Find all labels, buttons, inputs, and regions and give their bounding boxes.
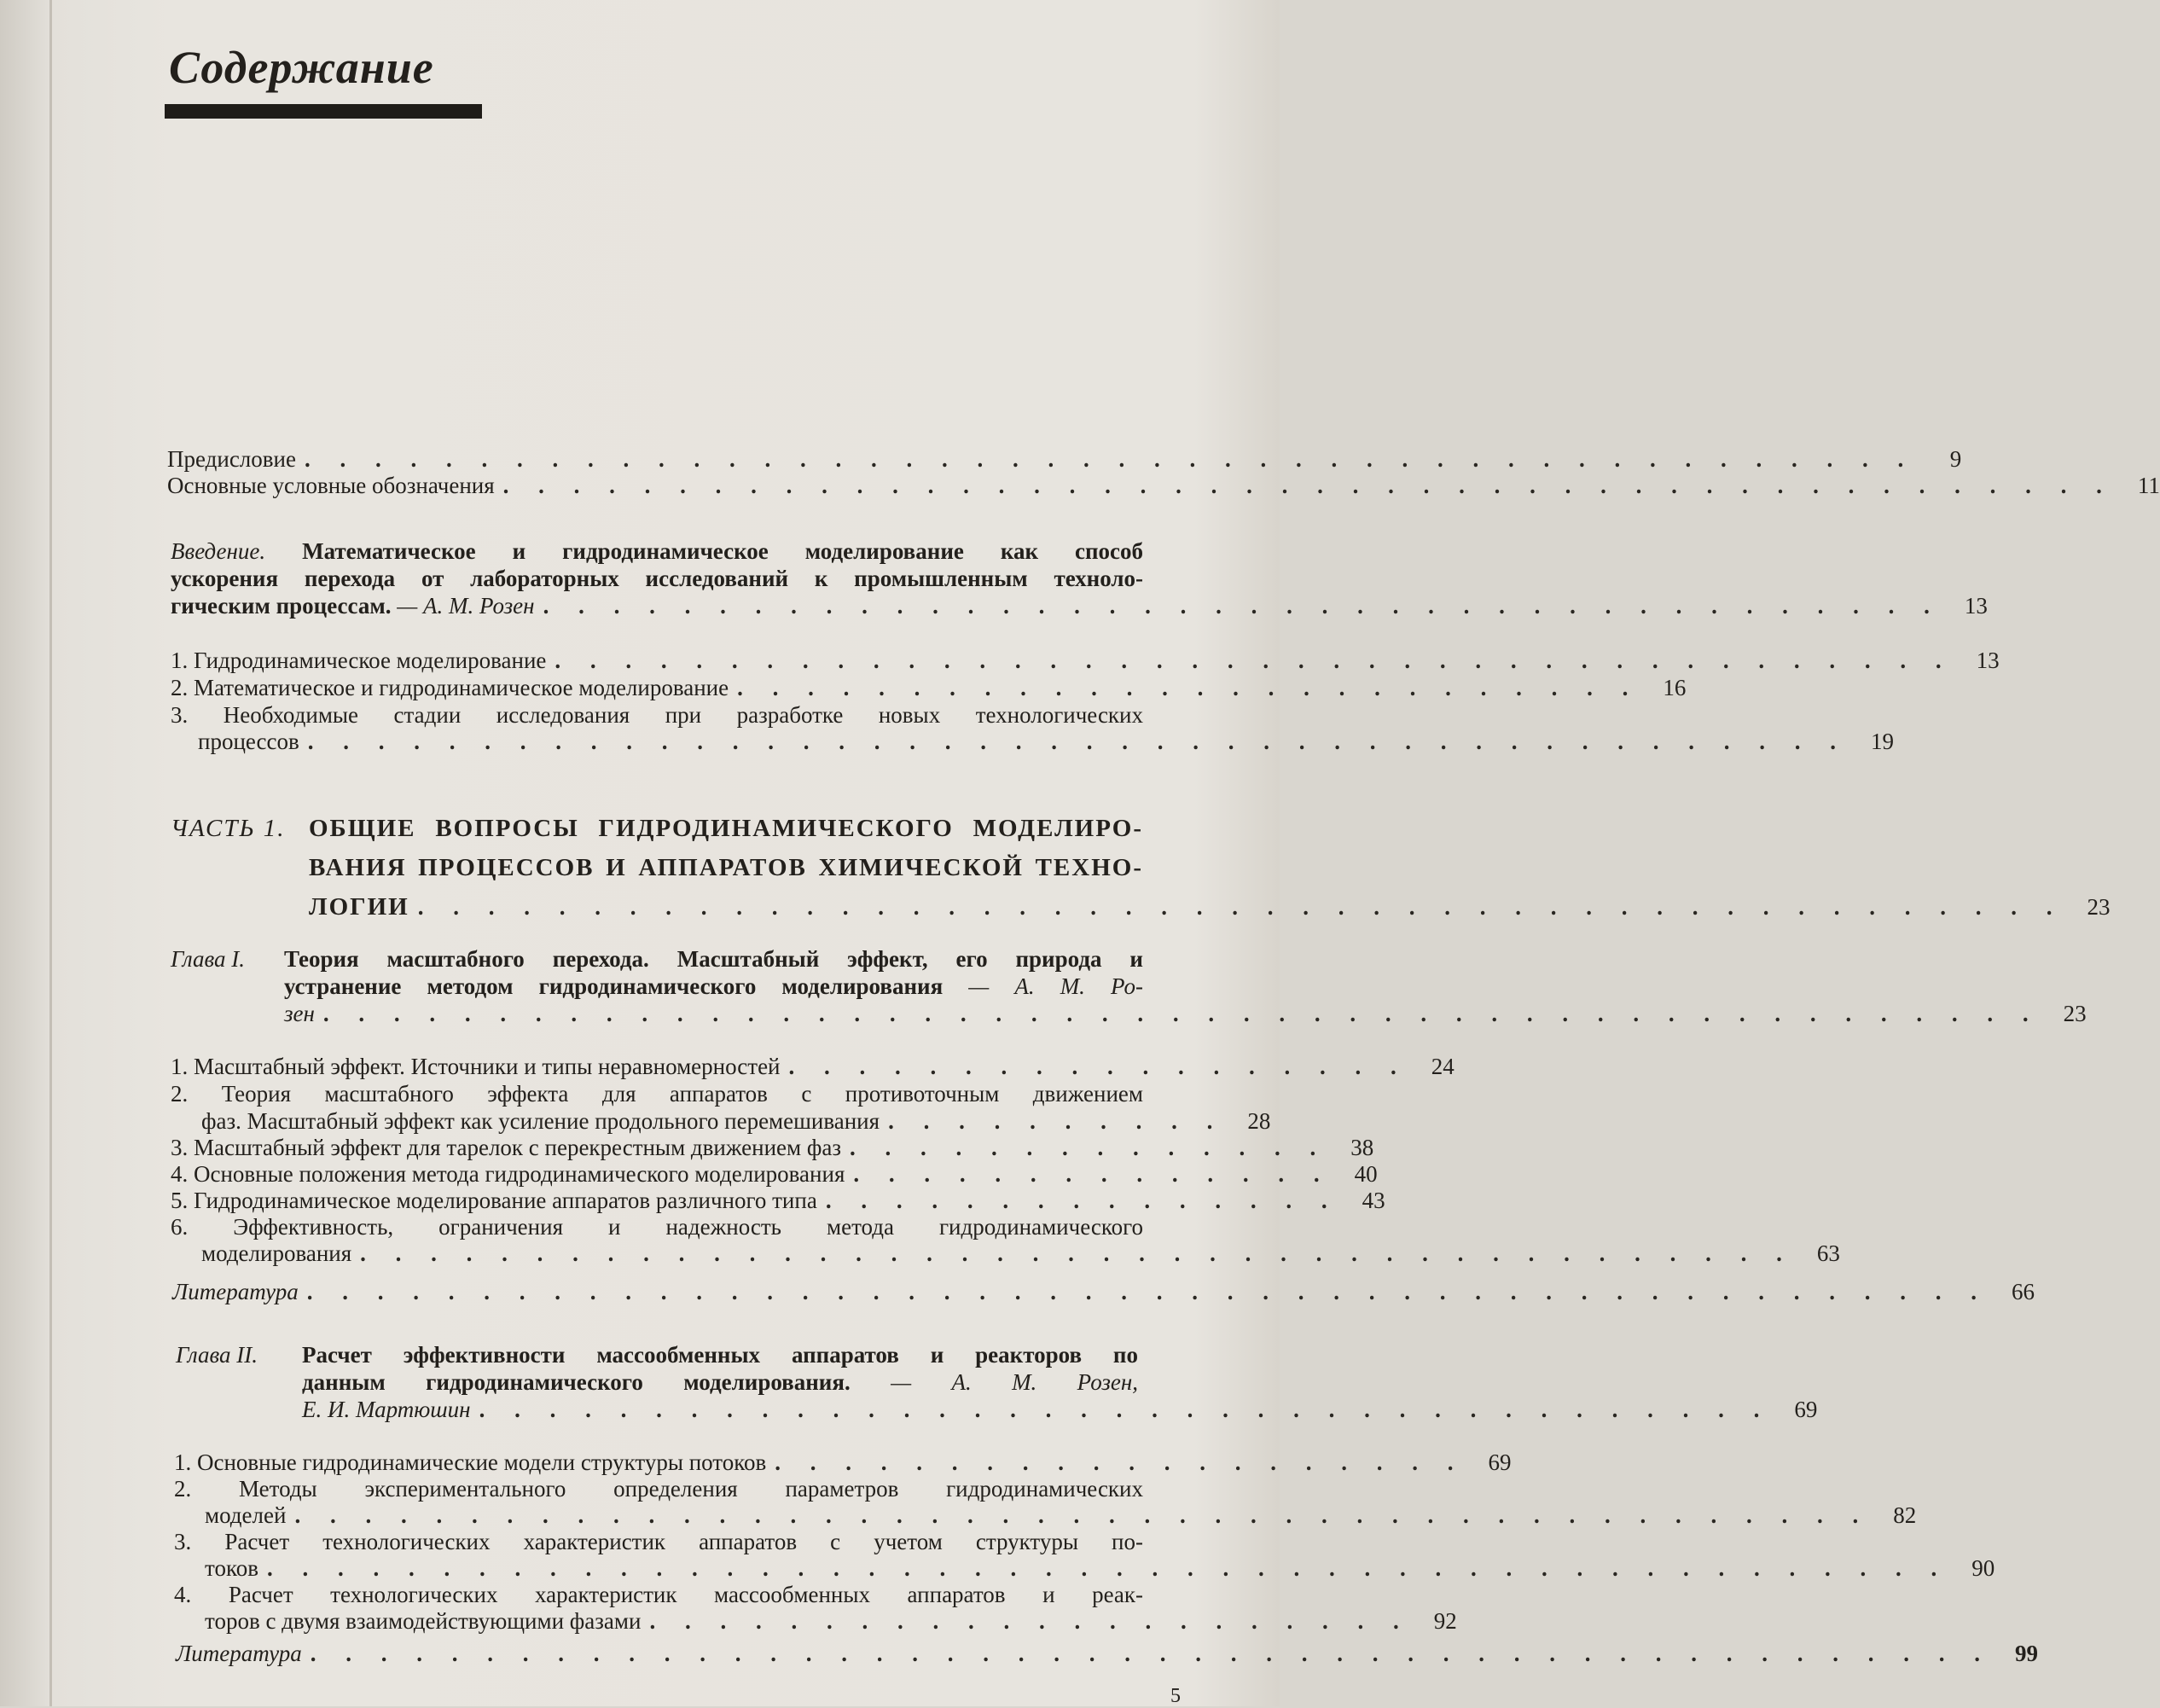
item-number: 2.: [174, 1476, 192, 1502]
item-number: 3.: [171, 702, 189, 728]
toc-page-number: 90: [1971, 1555, 1995, 1581]
toc-entry-text: Масштабный эффект. Источники и типы неравномерностей: [194, 1054, 781, 1079]
item-number: 6.: [171, 1214, 189, 1240]
toc-page-number: 82: [1893, 1502, 1917, 1528]
toc-entry-part1[interactable]: [309, 893, 2111, 921]
toc-page-number: 92: [1433, 1608, 1457, 1634]
toc-entry-text: Литература: [176, 1641, 302, 1666]
toc-entry-ch1-2-line-2[interactable]: [201, 1107, 1271, 1135]
toc-page-number: 11: [2137, 473, 2160, 498]
page-title: Содержание: [169, 42, 434, 93]
chapter2-label: Глава II.: [176, 1342, 258, 1368]
part1-title-line-1: ОБЩИЕ ВОПРОСЫ ГИДРОДИНАМИЧЕСКОГО МОДЕЛИРО-: [309, 815, 1143, 842]
toc-entry-text: фаз. Масштабный эффект как усиление продольного перемешивания: [201, 1108, 880, 1134]
toc-entry-ch2-4-line-1[interactable]: [174, 1581, 1143, 1608]
chapter1-author: — А. М. Ро-: [968, 973, 1144, 999]
toc-page-number: 38: [1350, 1135, 1374, 1160]
item-number: 2.: [171, 675, 189, 700]
toc-page-number: 13: [1964, 593, 1988, 619]
toc-entry-intro-3-line-1[interactable]: [171, 701, 1143, 729]
item-number: 3.: [171, 1135, 189, 1160]
item-number: 3.: [174, 1529, 192, 1554]
toc-entry-ch2-4-line-2[interactable]: [205, 1607, 1457, 1635]
toc-entry-text: Эффективность, ограничения и надежность метода гидродинамического: [233, 1214, 1143, 1240]
toc-entry-ch2-literature[interactable]: [176, 1640, 2038, 1667]
toc-page-number: 99: [2014, 1641, 2038, 1666]
chapter1-title-line-2: [284, 973, 1143, 1000]
chapter2-title-line-2: [302, 1368, 1138, 1396]
chapter1-title-line-1: Теория масштабного перехода. Масштабный эффект, его природа и: [284, 946, 1143, 972]
chapter1-title-text: устранение методом гидродинамического моделирования: [284, 973, 944, 999]
toc-entry-notation[interactable]: [167, 472, 2160, 499]
chapter1-label: Глава I.: [171, 946, 246, 972]
toc-entry-text: Математическое и гидродинамическое моделирование: [194, 675, 729, 700]
toc-entry-preface[interactable]: [167, 445, 1962, 473]
intro-heading-line-3[interactable]: [171, 592, 1988, 619]
dot-leader: . . . . . . . . . . . . . . . . . . . . . . . . . . . . . . . . . . . . . . . . . . . .: [307, 729, 1849, 754]
item-number: 1.: [171, 648, 189, 673]
toc-entry-text: токов: [205, 1555, 258, 1581]
toc-entry-ch1-3[interactable]: [171, 1134, 1374, 1161]
toc-entry-text: моделей: [205, 1502, 287, 1528]
dot-leader: . . . . . . . . . . . . . . . . . . . . . . . . . . . . . . . . . . . . . . . . . . . . . . . .: [310, 1641, 1992, 1666]
intro-label: Введение.: [171, 538, 266, 564]
dot-leader: . . . . . . . . . . . . . . . . . . . . . . . . . . . . . . . . . . . . . . . . . . . . . . . . .: [322, 1001, 2041, 1026]
toc-entry-text: Гидродинамическое моделирование аппаратов различного типа: [194, 1188, 817, 1213]
item-number: 4.: [174, 1582, 192, 1607]
dot-leader: . . . . . . . . . .: [888, 1108, 1225, 1134]
toc-page-number: 40: [1354, 1161, 1378, 1187]
intro-title-line-1: Математическое и гидродинамическое моделирование как способ: [302, 538, 1144, 564]
part1-title-line-2: ВАНИЯ ПРОЦЕССОВ И АППАРАТОВ ХИМИЧЕСКОЙ ТЕХНО-: [309, 854, 1143, 881]
toc-entry-text: Основные условные обозначения: [167, 473, 495, 498]
part1-label: ЧАСТЬ 1.: [171, 815, 286, 842]
chapter1-author-cont: зен: [284, 1001, 315, 1026]
dot-leader: . . . . . . . . . . . . . . . . . . . .: [775, 1449, 1466, 1475]
dot-leader: . . . . . . . . . . . . . . . . . . . . . . . . . . . . . . . . . . . . . . . .: [555, 648, 1954, 673]
intro-title-line-3: гическим процессам.: [171, 593, 392, 619]
toc-page-number: 9: [1949, 446, 1962, 472]
toc-page-number: 19: [1871, 729, 1895, 754]
toc-entry-ch2-2-line-1[interactable]: [174, 1475, 1143, 1502]
chapter2-author: — А. М. Розен,: [891, 1369, 1138, 1395]
dot-leader: . . . . . . . . . . . . . . . . . .: [788, 1054, 1408, 1079]
dot-leader: . . . . . . . . . . . . . . . . . . . . . . . . . . . . . . . . . . . . . . . . . . . . . .: [502, 473, 2114, 498]
title-underline: [165, 104, 482, 119]
dot-leader: . . . . . . . . . . . . . . . . . . . . . . . . . . . . . . . . . . . . . . . .: [543, 593, 1942, 619]
toc-entry-ch1-6-line-2[interactable]: [201, 1240, 1840, 1267]
toc-entry-text: Основные положения метода гидродинамического моделирования: [194, 1161, 845, 1187]
dot-leader: . . . . . . . . . . . . . . . . . . . . . . . . . . . . . . . . . . . . . . . . . . . . . . . .: [266, 1555, 1949, 1581]
toc-entry-text: Предисловие: [167, 446, 296, 472]
part1-title-line-3: ЛОГИИ: [309, 893, 409, 921]
dot-leader: . . . . . . . . . . . . . . . . . . . . . . . . . . . . . . . . . . . . . . . . . . . . . . .: [417, 894, 2064, 920]
dot-leader: . . . . . . . . . . . . . . . . . . . . . . . . . . . . . . . . . . . . . . . . . . . . . .: [304, 446, 1916, 472]
chapter2-title-text: данным гидродинамического моделирования.: [302, 1369, 851, 1395]
item-number: 5.: [171, 1188, 189, 1213]
intro-title-line-2: ускорения перехода от лабораторных исследований к промышленным техноло-: [171, 566, 1143, 591]
toc-page-number: 43: [1362, 1188, 1385, 1213]
toc-entry-ch2-1[interactable]: [174, 1449, 1512, 1476]
dot-leader: . . . . . . . . . . . . . . . . . . . . . . . . . . . . . . . . . . . . . . . . . . . . .: [294, 1502, 1871, 1528]
toc-entry-ch2-3-line-1[interactable]: [174, 1528, 1143, 1555]
toc-page-number: 69: [1794, 1397, 1818, 1422]
toc-entry-intro-1[interactable]: [171, 647, 2000, 674]
toc-entry-text: торов с двумя взаимодействующими фазами: [205, 1608, 642, 1634]
toc-entry-text: Литература: [172, 1279, 299, 1304]
toc-entry-ch1-literature[interactable]: [172, 1278, 2035, 1305]
toc-entry-text: Гидродинамическое моделирование: [194, 648, 547, 673]
toc-page-number: 63: [1816, 1240, 1840, 1266]
toc-entry-text: Методы экспериментального определения параметров гидродинамических: [239, 1476, 1144, 1502]
toc-entry-ch1-6-line-1[interactable]: [171, 1213, 1143, 1240]
toc-entry-chapter2[interactable]: [302, 1396, 1818, 1423]
toc-entry-ch2-3-line-2[interactable]: [205, 1554, 1995, 1582]
dot-leader: . . . . . . . . . . . . . . . . . . . . . . . . . . . . . . . . . . . . . . . . . . . . . . . .: [306, 1279, 1989, 1304]
toc-entry-intro-2[interactable]: [171, 674, 1687, 701]
toc-entry-text: моделирования: [201, 1240, 352, 1266]
chapter2-author-cont: Е. И. Мартюшин: [302, 1397, 471, 1422]
toc-entry-text: Расчет технологических характеристик массообменных аппаратов и реак-: [228, 1582, 1144, 1607]
dot-leader: . . . . . . . . . . . . . . .: [825, 1188, 1339, 1213]
toc-page-number: 23: [2087, 894, 2111, 920]
toc-entry-text: Расчет технологических характеристик аппаратов с учетом структуры по-: [224, 1529, 1143, 1554]
toc-entry-ch1-1[interactable]: [171, 1053, 1455, 1080]
item-number: 1.: [171, 1054, 189, 1079]
toc-entry-text: Необходимые стадии исследования при разработке новых технологических: [223, 702, 1143, 728]
toc-page-number: 23: [2063, 1001, 2087, 1026]
intro-heading-line-1[interactable]: [171, 537, 1143, 565]
toc-page-number: 24: [1431, 1054, 1455, 1079]
dot-leader: . . . . . . . . . . . . . . . . . . . . . .: [649, 1608, 1411, 1634]
toc-page-number: 28: [1247, 1108, 1271, 1134]
toc-entry-ch1-4[interactable]: [171, 1160, 1378, 1188]
page-number: 5: [1170, 1685, 1181, 1707]
dot-leader: . . . . . . . . . . . . . . . . . . . . . . . . . .: [737, 675, 1640, 700]
toc-page-number: 13: [1976, 648, 2000, 673]
intro-author: — А. М. Розен: [397, 593, 535, 619]
toc-entry-text: процессов: [198, 729, 299, 754]
toc-entry-ch1-2-line-1[interactable]: [171, 1080, 1143, 1107]
page-edge: [49, 0, 52, 1706]
dot-leader: . . . . . . . . . . . . . .: [853, 1161, 1332, 1187]
item-number: 4.: [171, 1161, 189, 1187]
item-number: 1.: [174, 1449, 192, 1475]
toc-entry-ch2-2-line-2[interactable]: [205, 1502, 1917, 1529]
toc-entry-text: Теория масштабного эффекта для аппаратов с противоточным движением: [221, 1081, 1143, 1107]
dot-leader: . . . . . . . . . . . . . . . . . . . . . . . . . . . . . . . . . . . . .: [479, 1397, 1772, 1422]
dot-leader: . . . . . . . . . . . . . .: [850, 1135, 1328, 1160]
chapter2-title-line-1: Расчет эффективности массообменных аппаратов и реакторов по: [302, 1342, 1138, 1368]
dot-leader: . . . . . . . . . . . . . . . . . . . . . . . . . . . . . . . . . . . . . . . . .: [360, 1240, 1794, 1266]
toc-page-number: 69: [1488, 1449, 1512, 1475]
toc-entry-text: Основные гидродинамические модели структуры потоков: [197, 1449, 767, 1475]
toc-entry-text: Масштабный эффект для тарелок с перекрестным движением фаз: [194, 1135, 841, 1160]
toc-entry-chapter1[interactable]: [284, 1000, 2087, 1027]
item-number: 2.: [171, 1081, 189, 1107]
toc-entry-intro-3-line-2[interactable]: [198, 728, 1895, 755]
toc-page-number: 16: [1663, 675, 1687, 700]
toc-page-number: 66: [2011, 1279, 2035, 1304]
toc-entry-ch1-5[interactable]: [171, 1187, 1385, 1214]
